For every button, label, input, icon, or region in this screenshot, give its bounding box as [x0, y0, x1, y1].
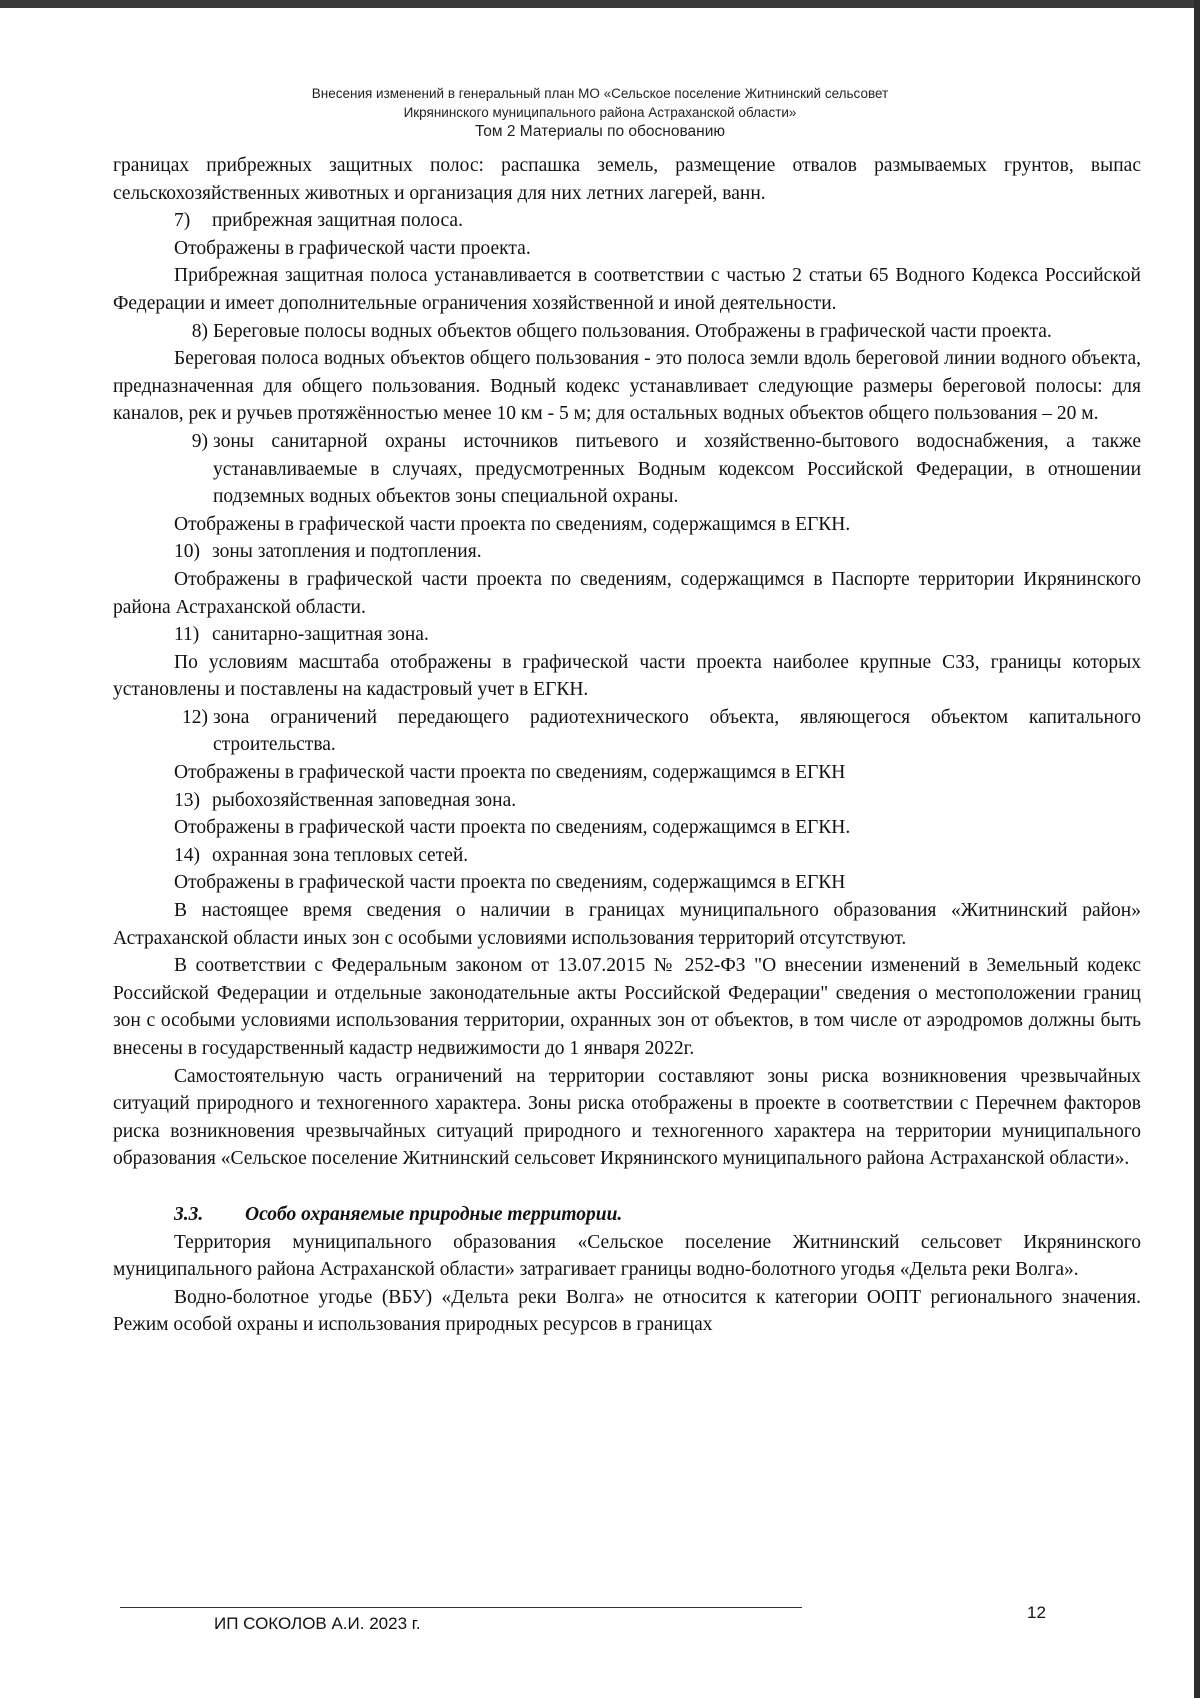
- section-heading: [113, 1201, 1141, 1229]
- list-item-text: зоны санитарной охраны источников питьевого и хозяйственно-бытового водоснабжения, а также устанавливаемые в случаях, предусмотренных Водным кодексом Российской Федерации, в отношении подземных водных объектов зоны специальной охраны.: [213, 430, 1141, 508]
- paragraph: Отображены в графической части проекта по сведениям, содержащимся в ЕГКН.: [174, 817, 851, 839]
- footer-author: ИП СОКОЛОВ А.И. 2023 г.: [214, 1614, 421, 1633]
- list-item-number: 11): [174, 624, 200, 646]
- list-item-number: 14): [174, 844, 200, 866]
- paragraph: Территория муниципального образования «Сельское поселение Житнинский сельсовет Икрянинского муниципального района Астраханской области» затрагивает границы водно-болотного угодья «Дельта реки Волга».: [113, 1231, 1141, 1281]
- list-item-text: санитарно-защитная зона.: [212, 624, 429, 646]
- paragraph: Самостоятельную часть ограничений на территории составляют зоны риска возникновения чрезвычайных ситуаций природного и техногенного характера. Зоны риска отображены в проекте в соответствии с Перечнем факторов риска возникновения чрезвычайных ситуаций природного и техногенного характера на территории муниципального образования «Сельское поселение Житнинский сельсовет Икрянинского муниципального района Астраханской области».: [113, 1065, 1141, 1170]
- list-item: [113, 704, 1141, 759]
- footer-divider: [120, 1607, 802, 1608]
- paragraph: Водно-болотное угодье (ВБУ) «Дельта реки Волга» не относится к категории ООПТ регионального значения. Режим особой охраны и использования природных ресурсов в границах: [113, 1286, 1141, 1336]
- document-body: [113, 152, 1141, 1339]
- scan-border-right: [1194, 0, 1200, 1698]
- list-item: [113, 318, 1141, 346]
- paragraph: Отображены в графической части проекта.: [174, 237, 531, 259]
- list-item-text: прибрежная защитная полоса.: [212, 210, 463, 232]
- paragraph: Отображены в графической части проекта по сведениям, содержащимся в ЕГКН: [174, 872, 846, 894]
- paragraph: В соответствии с Федеральным законом от 13.07.2015 № 252-ФЗ "О внесении изменений в Земельный кодекс Российской Федерации и отдельные законодательные акты Российской Федерации" сведения о местоположении границ зон с особыми условиями использования территории, охранных зон от объектов, в том числе от аэродромов должны быть внесены в государственный кадастр недвижимости до 1 января 2022г.: [113, 955, 1141, 1059]
- paragraph: Прибрежная защитная полоса устанавливается в соответствии с частью 2 статьи 65 Водного Кодекса Российской Федерации и имеет дополнительные ограничения хозяйственной и иной деятельности.: [113, 265, 1141, 314]
- page-header: [0, 84, 1200, 141]
- scan-border-top: [0, 0, 1200, 8]
- list-item-text: Береговые полосы водных объектов общего пользования. Отображены в графической части проекта.: [213, 320, 1052, 342]
- paragraph: В настоящее время сведения о наличии в границах муниципального образования «Житнинский район» Астраханской области иных зон с особыми условиями использования территорий отсутствуют.: [113, 900, 1141, 949]
- list-item-number: 9): [191, 430, 208, 452]
- list-item-text: охранная зона тепловых сетей.: [212, 844, 469, 866]
- list-item: [113, 538, 1141, 566]
- section-number: 3.3.: [174, 1203, 204, 1225]
- list-item: [113, 621, 1141, 649]
- paragraph: Отображены в графической части проекта по сведениям, содержащимся в ЕГКН: [174, 762, 846, 784]
- list-item-text: зоны затопления и подтопления.: [212, 541, 482, 563]
- list-item-text: рыбохозяйственная заповедная зона.: [212, 789, 517, 811]
- paragraph: Отображены в графической части проекта по сведениям, содержащимся в Паспорте территории Икрянинского района Астраханской области.: [113, 568, 1141, 618]
- paragraph: границах прибрежных защитных полос: распашка земель, размещение отвалов размываемых грунтов, выпас сельскохозяйственных животных и организация для них летних лагерей, ванн.: [113, 155, 1141, 204]
- section-title: Особо охраняемые природные территории.: [245, 1203, 623, 1225]
- list-item-number: 12): [182, 706, 208, 728]
- list-item: [113, 842, 1141, 870]
- header-line-1: Внесения изменений в генеральный план МО «Сельское поселение Житнинский сельсовет: [311, 86, 889, 101]
- list-item: [113, 207, 1141, 235]
- list-item-number: 7): [174, 210, 191, 232]
- paragraph: По условиям масштаба отображены в графической части проекта наиболее крупные СЗЗ, границы которых установлены и поставлены на кадастровый учет в ЕГКН.: [113, 651, 1141, 701]
- header-line-2: Икрянинского муниципального района Астраханской области»: [403, 105, 797, 120]
- page-number: 12: [1027, 1603, 1046, 1622]
- list-item: [113, 787, 1141, 815]
- list-item: [113, 428, 1141, 511]
- paragraph: Отображены в графической части проекта по сведениям, содержащимся в ЕГКН.: [174, 513, 851, 535]
- list-item-text: зона ограничений передающего радиотехнического объекта, являющегося объектом капитального строительства.: [213, 706, 1141, 756]
- list-item-number: 13): [174, 789, 200, 811]
- list-item-number: 8): [191, 320, 208, 342]
- paragraph: Береговая полоса водных объектов общего пользования - это полоса земли вдоль береговой линии водного объекта, предназначенная для общего пользования. Водный кодекс устанавливает следующие размеры береговой полосы: для каналов, рек и ручьев протяжённостью менее 10 км - 5 м; для остальных водных объектов общего пользования – 20 м.: [113, 348, 1141, 425]
- spacer: [113, 1173, 1141, 1201]
- header-line-3: Том 2 Материалы по обоснованию: [475, 123, 725, 140]
- list-item-number: 10): [174, 541, 200, 563]
